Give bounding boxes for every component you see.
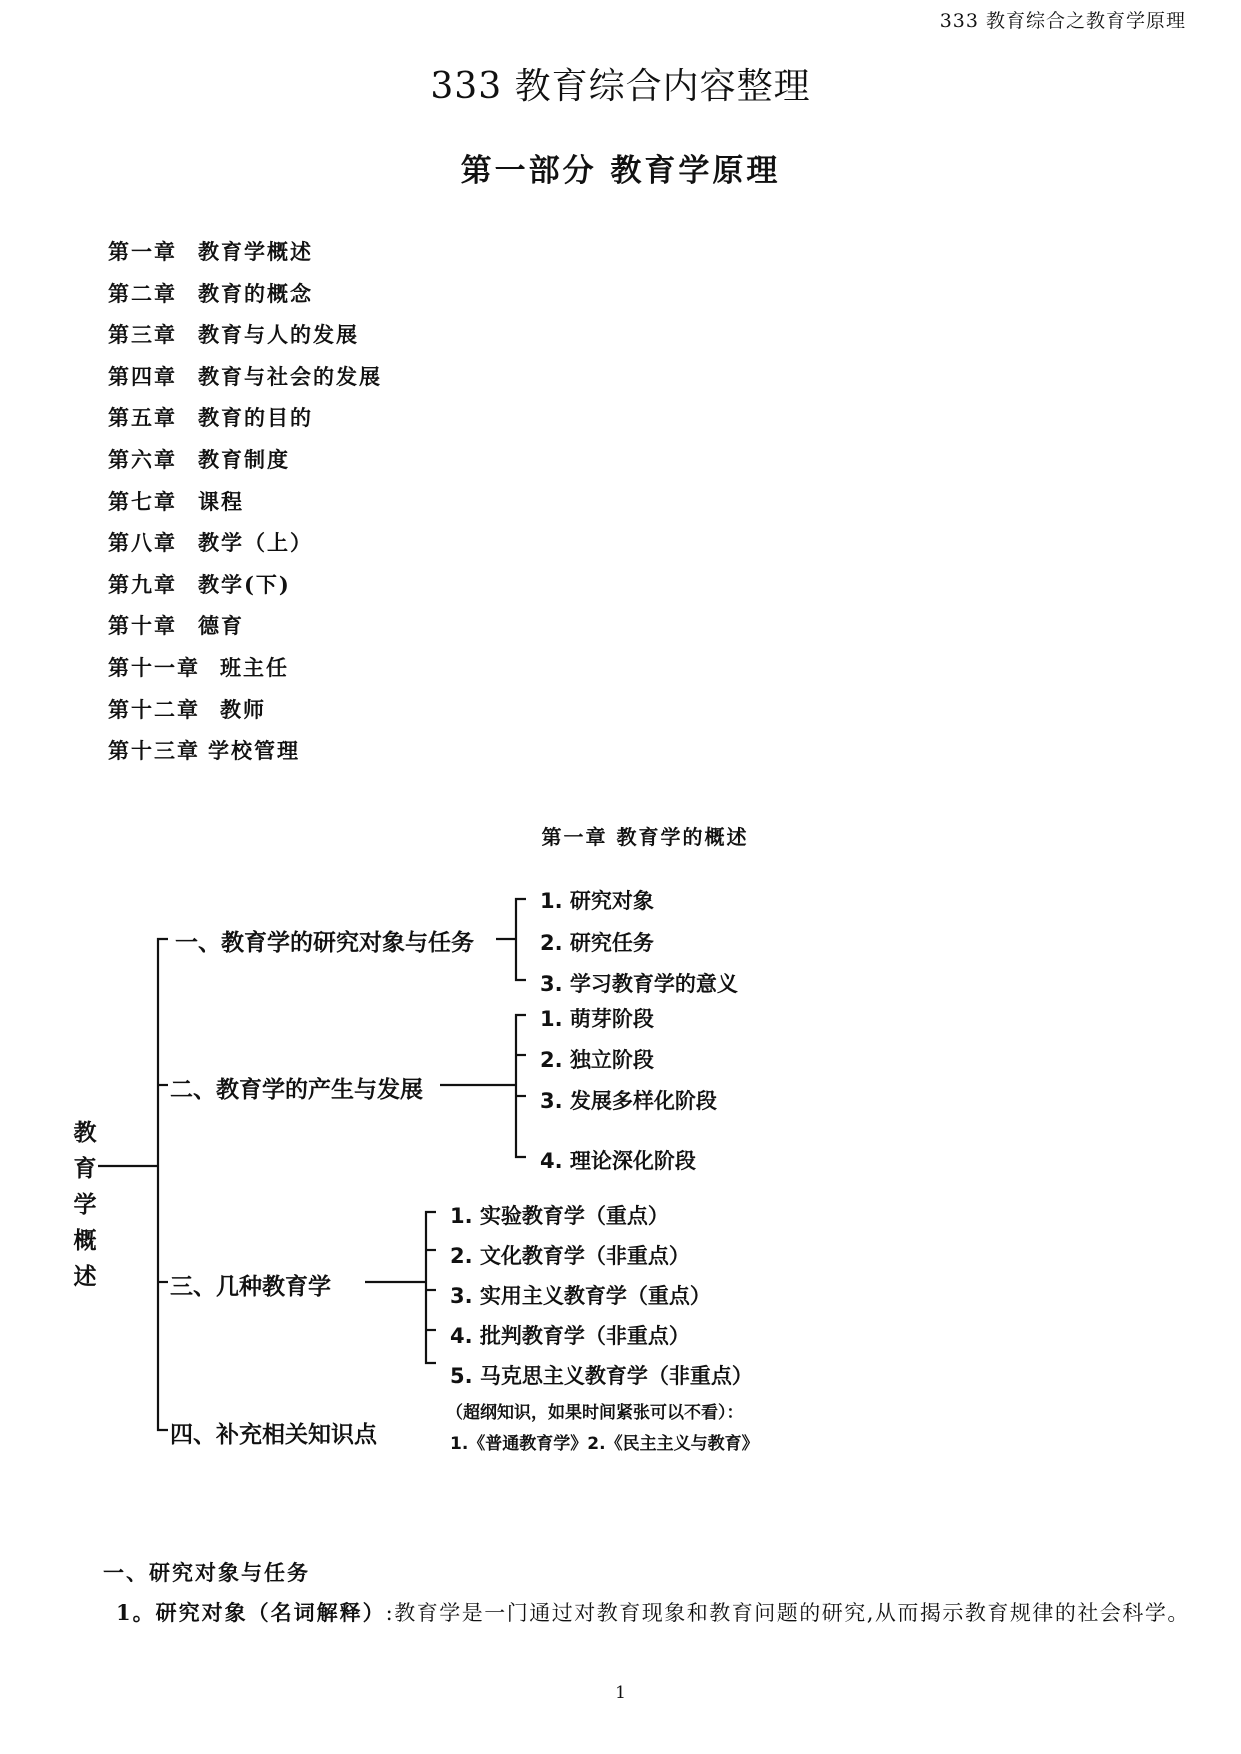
toc-chapter-number: 第六章	[108, 446, 177, 472]
page-number: 1	[615, 1683, 626, 1703]
mindmap-leaf: 3. 实用主义教育学（重点）	[450, 1284, 711, 1308]
toc-chapter-number: 第一章	[108, 239, 177, 264]
toc-chapter-title: 教师	[220, 696, 266, 722]
part-title: 第一部分 教育学原理	[460, 153, 781, 189]
mindmap-leaf: 4. 批判教育学（非重点）	[450, 1324, 690, 1348]
toc-chapter-title: 德育	[198, 613, 244, 639]
definition-term: 1。研究对象（名词解释）	[116, 1600, 386, 1625]
mindmap-branch: 二、教育学的产生与发展	[170, 1077, 423, 1103]
toc-item[interactable]	[108, 694, 382, 736]
toc-chapter-number: 第九章	[108, 571, 177, 597]
definition-paragraph	[60, 1595, 1190, 1631]
toc-chapter-title: 教育的目的	[198, 405, 313, 431]
toc-item[interactable]	[108, 527, 382, 569]
mindmap-note-items: 1.《普通教育学》2.《民主主义与教育》	[450, 1434, 759, 1454]
definition-text: :教育学是一门通过对教育现象和教育问题的研究,从而揭示教育规律的社会科学。	[385, 1601, 1190, 1625]
toc-chapter-number: 第十三章	[108, 738, 200, 764]
leaf-bracket	[516, 899, 526, 980]
chapter-heading: 第一章 教育学的概述	[541, 825, 749, 849]
toc-chapter-number: 第十二章	[108, 696, 200, 722]
toc-item[interactable]	[108, 319, 382, 361]
mindmap-leaf: 1. 萌芽阶段	[540, 1007, 654, 1031]
toc-item[interactable]	[108, 735, 382, 777]
mindmap-leaf: 1. 实验教育学（重点）	[450, 1204, 669, 1228]
mindmap-branch: 四、补充相关知识点	[170, 1422, 377, 1448]
toc-item[interactable]	[108, 361, 382, 403]
mindmap-leaf: 2. 研究任务	[540, 931, 654, 955]
toc-chapter-number: 第四章	[108, 363, 177, 389]
toc-chapter-title: 教育制度	[198, 446, 290, 472]
toc-chapter-number: 第十章	[108, 613, 177, 639]
mindmap-leaf: 4. 理论深化阶段	[540, 1149, 696, 1173]
toc-chapter-title: 教育的概念	[198, 280, 313, 306]
toc-chapter-title: 学校管理	[208, 738, 300, 764]
toc-chapter-number: 第十一章	[108, 654, 200, 680]
toc-chapter-number: 第三章	[108, 322, 177, 348]
leaf-bracket	[426, 1212, 436, 1363]
mindmap-root: 教育学概述	[73, 1120, 97, 1290]
mindmap-branch: 三、几种教育学	[170, 1274, 331, 1300]
mindmap-leaf: 2. 文化教育学（非重点）	[450, 1244, 690, 1268]
section-heading: 一、研究对象与任务	[103, 1560, 310, 1585]
toc-chapter-number: 第二章	[108, 280, 177, 306]
toc-item[interactable]	[108, 486, 382, 528]
toc-item[interactable]	[108, 278, 382, 320]
toc-item[interactable]	[108, 652, 382, 694]
toc-chapter-title: 教学(下)	[198, 571, 291, 597]
mindmap-branch: 一、教育学的研究对象与任务	[175, 930, 474, 956]
toc-chapter-number: 第八章	[108, 530, 177, 556]
mindmap-leaf: 3. 学习教育学的意义	[540, 972, 738, 996]
mindmap-note: （超纲知识，如果时间紧张可以不看）：	[446, 1403, 744, 1423]
running-header: 333 教育综合之教育学原理	[939, 10, 1186, 32]
toc-item[interactable]	[108, 402, 382, 444]
toc-chapter-title: 教学（上）	[198, 530, 313, 556]
toc-chapter-title: 课程	[198, 488, 244, 514]
toc-chapter-title: 教育与社会的发展	[198, 363, 382, 389]
toc-chapter-title: 教育与人的发展	[198, 322, 359, 348]
toc-item[interactable]	[108, 444, 382, 486]
toc-item[interactable]	[108, 610, 382, 652]
mindmap-leaf: 5. 马克思主义教育学（非重点）	[450, 1364, 753, 1388]
trunk-line	[158, 939, 168, 1430]
mindmap-leaf: 3. 发展多样化阶段	[540, 1089, 717, 1113]
document-title: 333 教育综合内容整理	[430, 66, 811, 107]
toc-chapter-number: 第五章	[108, 405, 177, 431]
mindmap-leaf: 2. 独立阶段	[540, 1048, 654, 1072]
toc-chapter-title: 班主任	[220, 654, 289, 680]
toc-chapter-title: 教育学概述	[198, 239, 313, 264]
chapter-mindmap	[0, 860, 1241, 1480]
table-of-contents	[108, 236, 382, 777]
toc-item[interactable]	[108, 236, 382, 278]
toc-item[interactable]	[108, 569, 382, 611]
toc-chapter-number: 第七章	[108, 488, 177, 514]
leaf-bracket	[516, 1015, 526, 1157]
mindmap-leaf: 1. 研究对象	[540, 889, 654, 913]
